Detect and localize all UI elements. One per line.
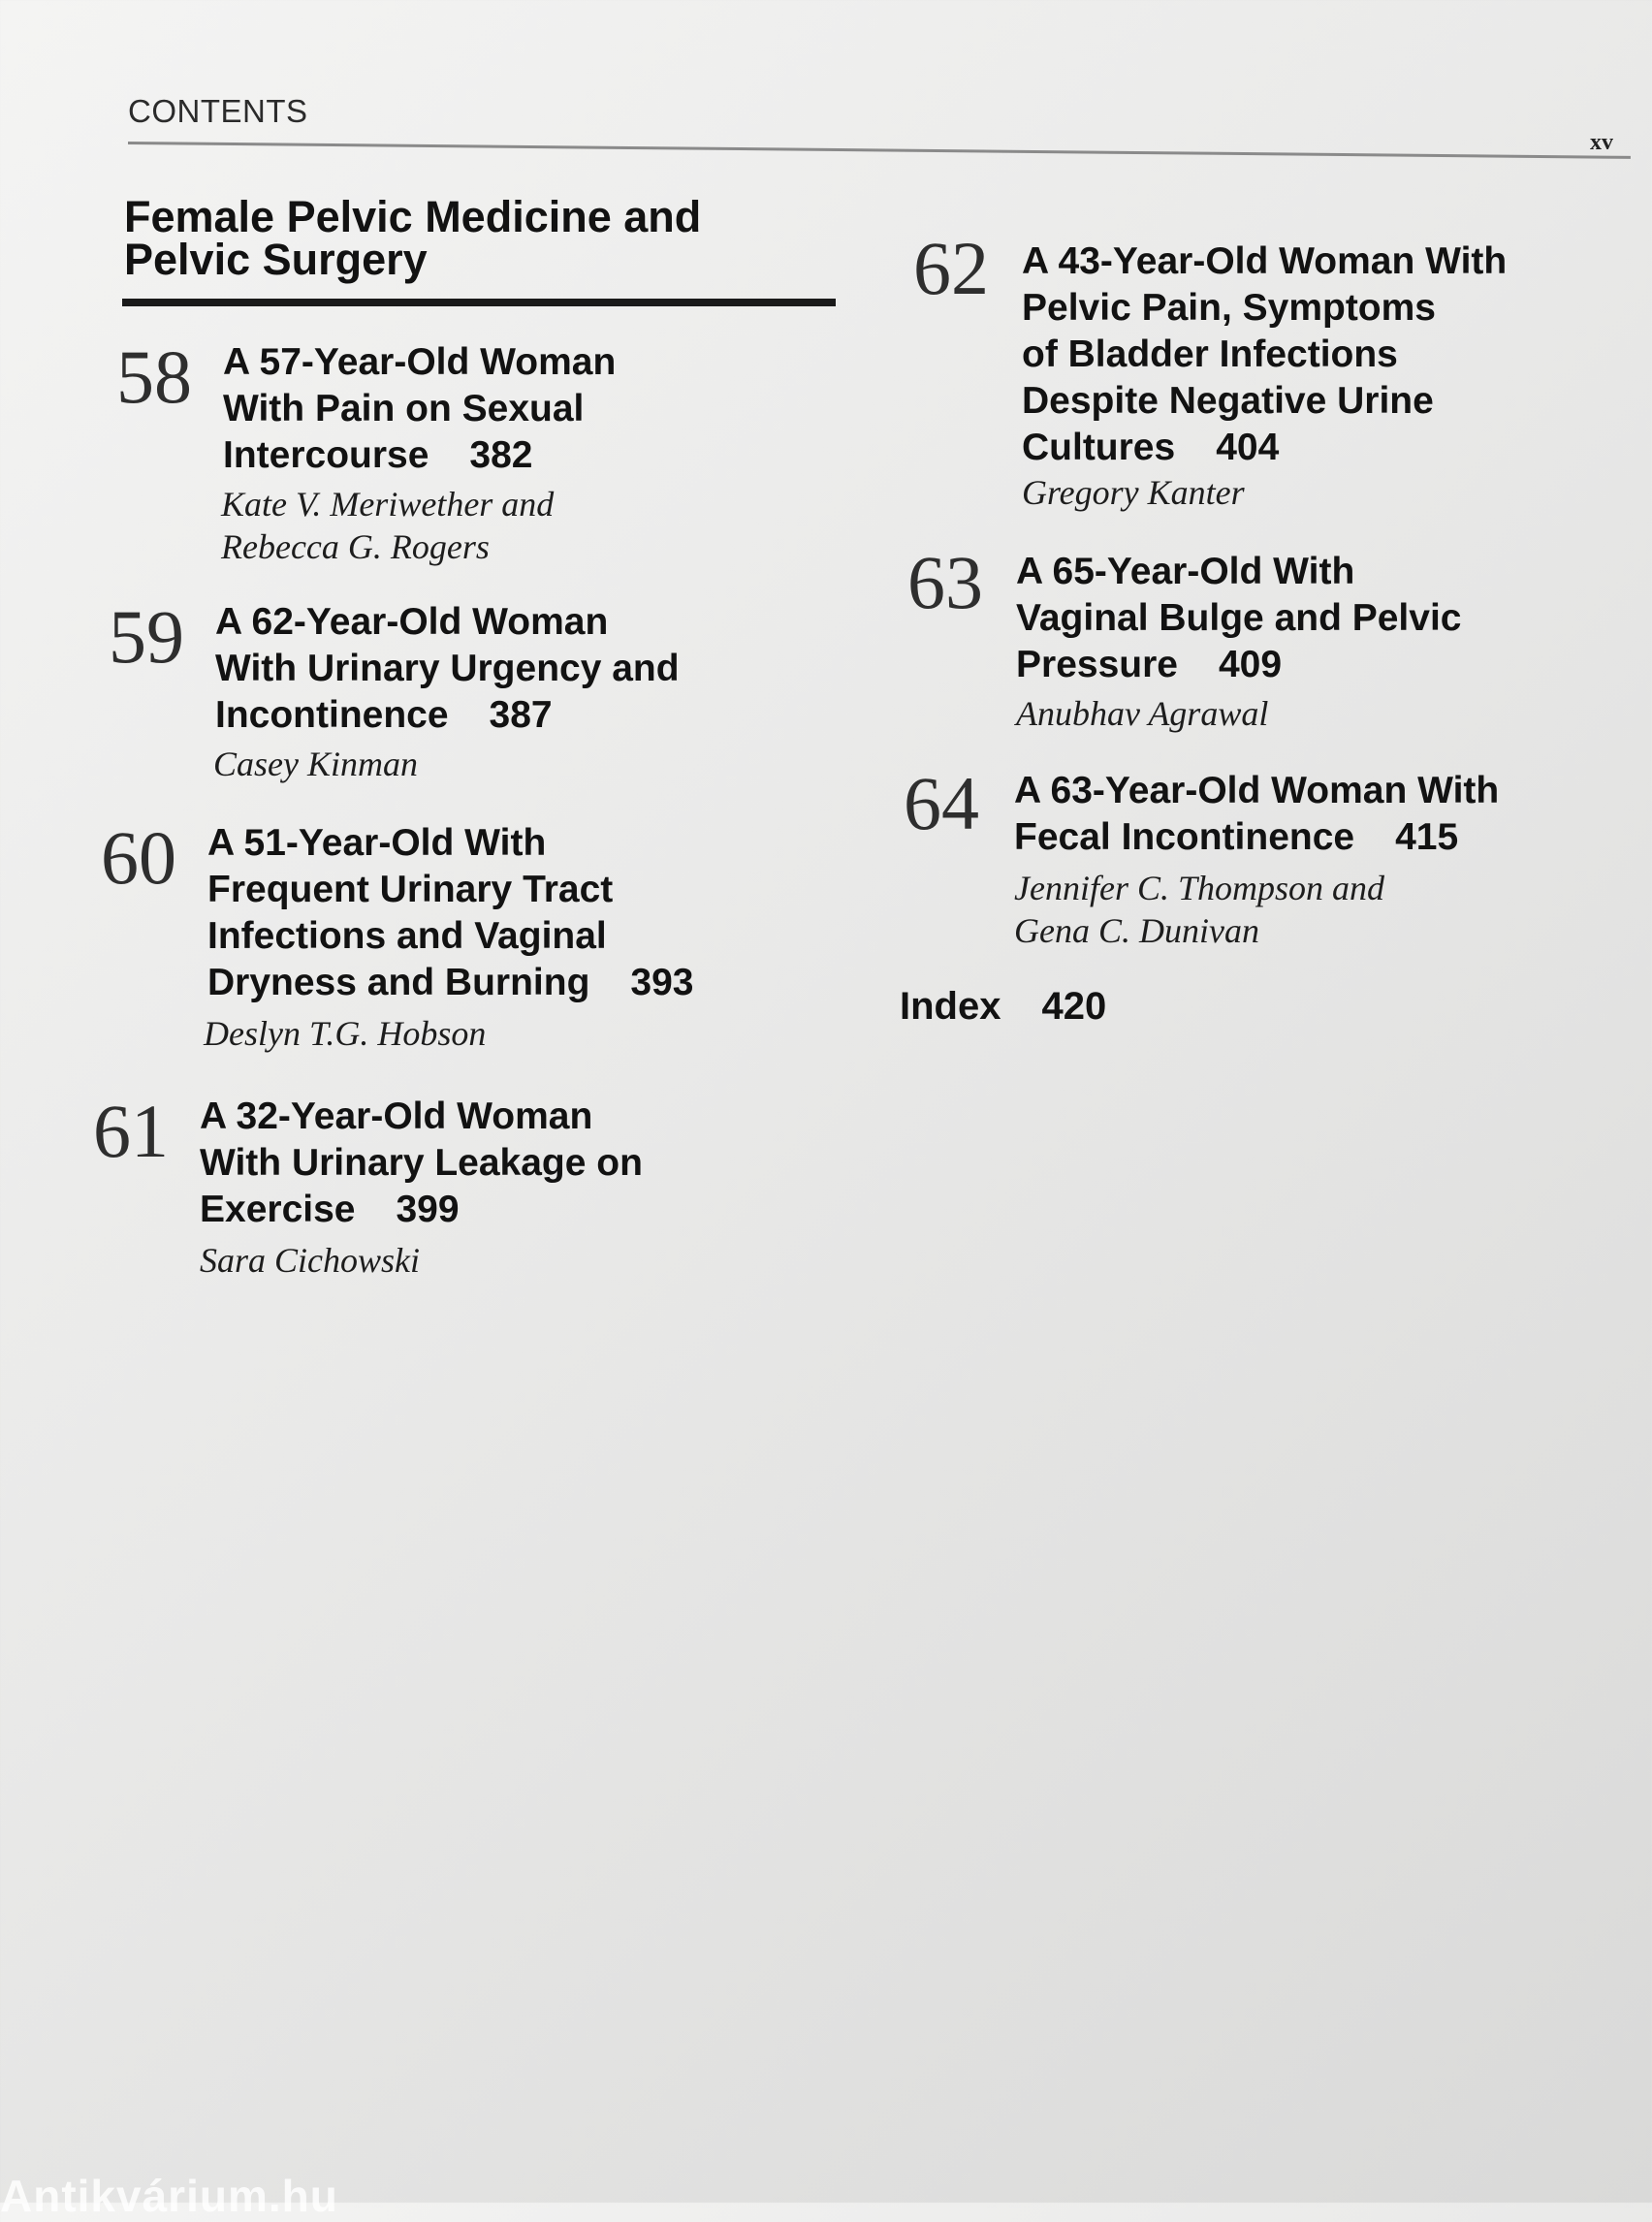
title-line: A 43-Year-Old Woman With (1022, 240, 1508, 282)
title-line: A 63-Year-Old Woman With (1014, 770, 1500, 811)
author-line: Jennifer C. Thompson and (1014, 869, 1384, 907)
page-number: 404 (1216, 427, 1280, 468)
page-number: 399 (396, 1189, 460, 1230)
section-rule (122, 299, 836, 306)
running-head: CONTENTS (128, 93, 308, 129)
author-line: Gregory Kanter (1022, 473, 1245, 512)
chapter-authors (213, 743, 418, 785)
page-number: 415 (1395, 816, 1459, 858)
chapter-number: 58 (116, 334, 192, 419)
title-line: With Pain on Sexual (223, 388, 585, 429)
author-line: Kate V. Meriwether and (221, 485, 555, 524)
author-line: Rebecca G. Rogers (221, 527, 490, 566)
section-title (124, 192, 702, 284)
chapter-authors (1022, 471, 1245, 514)
chapter-title (223, 339, 616, 479)
title-line: Infections and Vaginal (207, 915, 607, 957)
author-line: Anubhav Agrawal (1016, 694, 1269, 733)
title-line: A 32-Year-Old Woman (200, 1095, 593, 1137)
page-number: 393 (630, 962, 694, 1003)
title-line: Incontinence (215, 694, 449, 736)
page-number: 382 (469, 434, 533, 476)
chapter-authors (204, 1012, 486, 1055)
title-line: A 57-Year-Old Woman (223, 341, 617, 383)
section-title-line-1: Female Pelvic Medicine and (124, 192, 702, 241)
toc-index-entry[interactable] (900, 985, 1106, 1029)
title-line: Pelvic Pain, Symptoms (1022, 287, 1437, 329)
chapter-number: 60 (101, 815, 176, 900)
chapter-title (1016, 549, 1462, 688)
chapter-number: 61 (93, 1089, 169, 1173)
title-line: Despite Negative Urine (1022, 380, 1434, 422)
title-line: With Urinary Urgency and (215, 648, 680, 689)
author-line: Casey Kinman (213, 745, 418, 783)
title-line: A 62-Year-Old Woman (215, 601, 609, 643)
header-rule (128, 142, 1631, 159)
chapter-authors (1016, 692, 1268, 735)
page-number: 409 (1218, 644, 1283, 685)
chapter-authors (1014, 867, 1384, 952)
title-line: Vaginal Bulge and Pelvic (1016, 597, 1462, 639)
title-line: Pressure (1016, 644, 1178, 685)
title-line: Exercise (200, 1189, 356, 1230)
title-line: Frequent Urinary Tract (207, 869, 614, 910)
chapter-title (215, 599, 680, 739)
title-line: Intercourse (223, 434, 429, 476)
title-line: A 65-Year-Old With (1016, 551, 1355, 592)
page-number: 387 (489, 694, 553, 736)
chapter-number: 62 (913, 226, 989, 310)
chapter-title (200, 1094, 643, 1233)
chapter-authors (200, 1239, 420, 1282)
chapter-authors (221, 483, 554, 568)
watermark: Antikvárium.hu (0, 2171, 338, 2221)
author-line: Sara Cichowski (200, 1241, 421, 1280)
chapter-number: 64 (904, 761, 979, 845)
title-line: With Urinary Leakage on (200, 1142, 643, 1184)
title-line: Cultures (1022, 427, 1176, 468)
chapter-title (207, 820, 693, 1006)
index-page-number: 420 (1041, 985, 1107, 1028)
chapter-number: 63 (907, 540, 983, 624)
title-line: Fecal Incontinence (1014, 816, 1355, 858)
chapter-title (1022, 238, 1507, 471)
chapter-number: 59 (109, 594, 184, 679)
index-label: Index (900, 985, 1001, 1028)
author-line: Deslyn T.G. Hobson (204, 1014, 487, 1053)
chapter-title (1014, 768, 1499, 861)
page-folio: xv (1590, 130, 1613, 155)
title-line: of Bladder Infections (1022, 333, 1398, 375)
title-line: Dryness and Burning (207, 962, 590, 1003)
section-title-line-2: Pelvic Surgery (124, 235, 428, 284)
title-line: A 51-Year-Old With (207, 822, 547, 864)
author-line: Gena C. Dunivan (1014, 911, 1259, 950)
